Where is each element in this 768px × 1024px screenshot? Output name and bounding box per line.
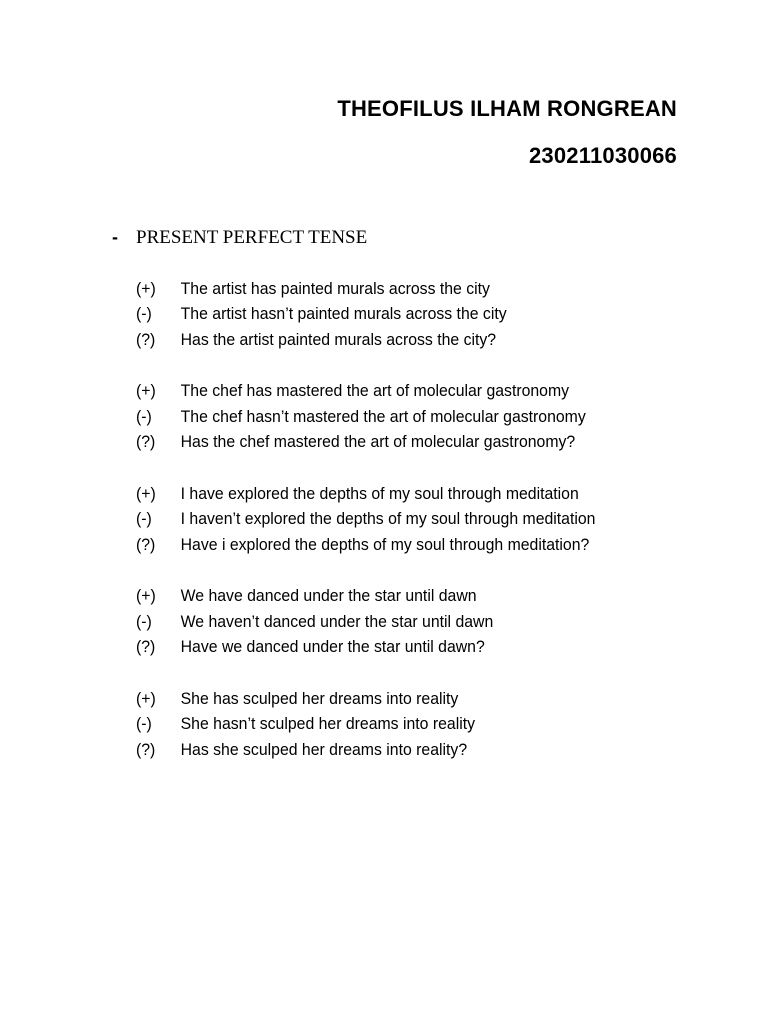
positive-sentence [136,686,694,712]
sentence-text: I have explored the depths of my soul through meditation [180,483,579,503]
sentence-text: The artist hasn’t painted murals across the city [180,304,507,324]
sentence-text: Has the chef mastered the art of molecular gastronomy? [180,432,576,452]
author-name: THEOFILUS ILHAM RONGREAN [337,96,677,121]
sentence-text: The chef has mastered the art of molecular gastronomy [180,381,570,401]
sentence-text: The artist has painted murals across the city [180,278,490,298]
positive-marker: (+) [136,586,156,606]
section-title: PRESENT PERFECT TENSE [136,227,368,248]
sentence-text: I haven’t explored the depths of my soul through meditation [180,509,596,529]
negative-sentence [136,404,694,430]
negative-marker: (-) [136,406,152,426]
sentence-text: We have danced under the star until dawn [180,586,477,606]
negative-sentence [136,609,694,635]
question-marker: (?) [136,329,156,349]
sentence-text: Have i explored the depths of my soul through meditation? [180,534,590,554]
student-id: 230211030066 [528,143,677,168]
sentence-text: She hasn’t sculped her dreams into reality [180,714,476,734]
sentence-text: Has she sculped her dreams into reality? [180,739,468,759]
sentence-text: She has sculped her dreams into reality [180,688,459,708]
question-marker: (?) [136,637,156,657]
negative-marker: (-) [136,714,152,734]
sentence-group [136,481,736,558]
negative-marker: (-) [136,611,152,631]
sentence-groups [136,276,736,789]
positive-marker: (+) [136,483,156,503]
question-sentence [136,327,694,353]
positive-sentence [136,481,694,507]
question-marker: (?) [136,432,156,452]
question-marker: (?) [136,534,156,554]
positive-sentence [136,379,694,405]
section-heading [112,227,367,249]
positive-sentence [136,584,694,610]
question-sentence [136,430,694,456]
sentence-group [136,379,736,456]
sentence-group [136,276,736,353]
positive-sentence [136,276,694,302]
positive-marker: (+) [136,381,156,401]
sentence-text: The chef hasn’t mastered the art of molecular gastronomy [180,406,586,426]
sentence-group [136,584,736,661]
negative-sentence [136,302,694,328]
question-sentence [136,737,694,763]
negative-marker: (-) [136,304,152,324]
negative-marker: (-) [136,509,152,529]
question-sentence [136,635,694,661]
question-sentence [136,532,694,558]
sentence-text: Has the artist painted murals across the city? [180,329,497,349]
positive-marker: (+) [136,278,156,298]
negative-sentence [136,712,694,738]
negative-sentence [136,507,694,533]
question-marker: (?) [136,739,156,759]
positive-marker: (+) [136,688,156,708]
bullet-dash: - [112,227,118,247]
sentence-group [136,686,736,763]
sentence-text: Have we danced under the star until dawn? [180,637,485,657]
sentence-text: We haven’t danced under the star until dawn [180,611,494,631]
